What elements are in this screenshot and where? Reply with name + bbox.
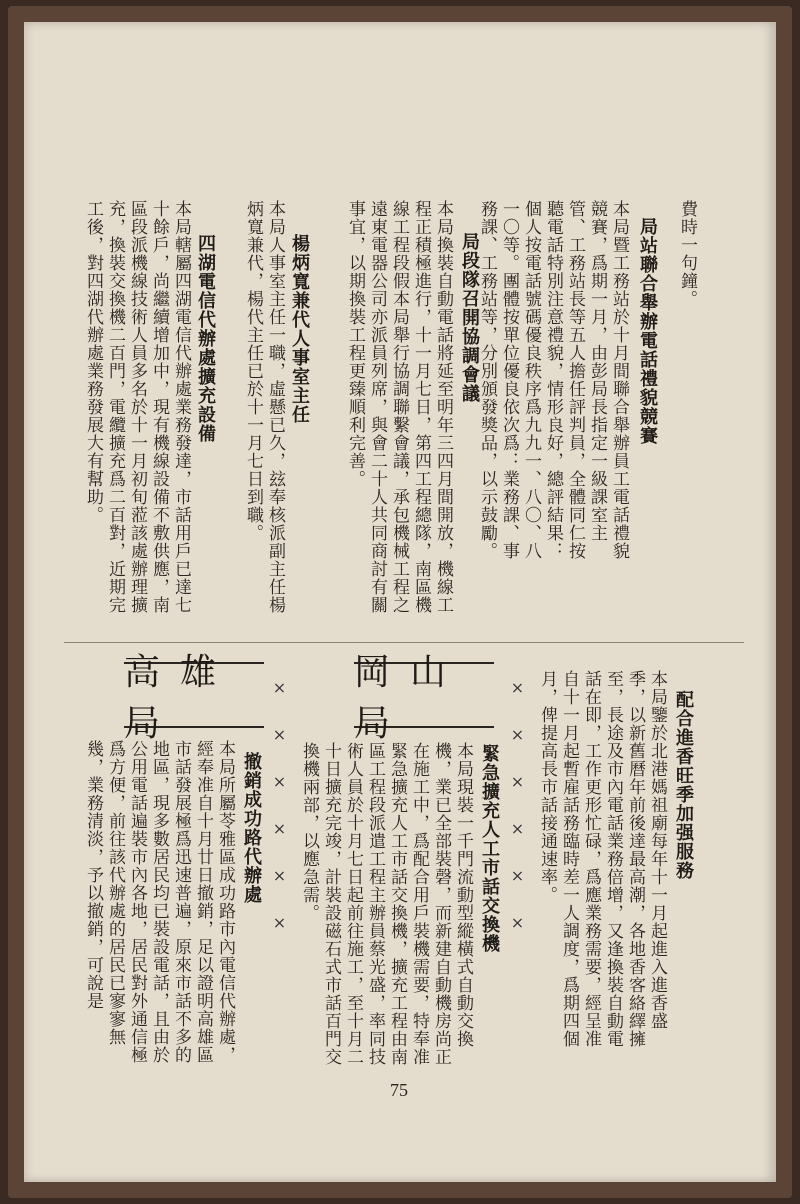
section-title-manual-exchange: 緊急擴充人工市話交換機: [479, 744, 500, 953]
continued-text: 費時一句鐘。: [677, 200, 697, 308]
section-divider: [64, 642, 744, 643]
section-body-pilgrimage-service: 本局鑒於北港媽祖廟每年十一月起進入進香盛季，以新舊曆年前後達最高潮，各地香客絡繹擁至，長途及市內電話業務倍增，又逢換裝自動電話在即，工作更形忙碌，爲應業務需要，經呈准自十一月起暫雇話務臨時差一人調度，爲期四個月，俾提高長市話接通速率。: [537, 670, 667, 1048]
section-title-pilgrimage-service: 配合進香旺季加强服務: [673, 690, 694, 880]
section-title-politeness-contest: 局站聯合舉辦電話禮貌競賽: [637, 217, 658, 445]
section-body-personnel: 本局人事室主任一職，虛懸已久，玆奉核派副主任楊炳寬兼代，楊代主任已於十一月七日到職。: [243, 200, 285, 614]
page-number: 75: [390, 1080, 408, 1100]
section-title-chenggong-office: 撤銷成功路代辦處: [241, 752, 262, 904]
section-title-personnel: 楊炳寬兼代人事室主任: [289, 234, 310, 424]
separator-x-marks: ××××××: [508, 678, 527, 960]
section-body-sihu-office: 本局轄屬四湖電信代辦處業務發達，市話用戶已達七十餘戶，尚繼續增加中，現有機線設備不敷供應，南區段派機線技術人員多名於十一月初旬蒞該處辦理擴充，換裝交換機二百門，電纜擴充爲二百對，近期完工後，對四湖代辦處業務發展大有幫助。: [83, 200, 191, 614]
gangshan-office-banner: 岡山局: [354, 662, 494, 728]
separator-x-marks-2: ××××××: [270, 678, 289, 960]
section-body-manual-exchange: 本局現裝一千門流動型縱橫式自動交換機，業已全部裝磬，而新建自動機房尚正在施工中，爲配合用戶裝機需要，特奉准緊急擴充人工市話交換機，擴充工程由南區工程段派遣工程主辦員蔡光盛，率同技術人員於十月七日起前往施工，至十月二十日擴充完竣，計裝設磁石式市話百門交換機兩部，以應急需。: [299, 742, 473, 1066]
gaoxiong-office-banner: 高雄局: [124, 662, 264, 728]
section-body-chenggong-office: 本局所屬苓雅區成功路市內電信代辦處，經奉准自十月廿日撤銷，足以證明高雄區市話發展極爲迅速普遍，原來市話不多的地區，現多數居民均已裝設電話，且由於公用電話遍裝市內各地，居民對外通信極爲方便，前往該代辦處的居民已寥寥無幾，業務清淡，予以撤銷，可說是: [83, 740, 235, 1064]
section-title-coordination-meeting: 局段隊召開協調會議: [459, 232, 480, 403]
section-body-politeness-contest: 本局暨工務站於十月間聯合舉辦員工電話禮貌競賽，爲期一月，由彭局長指定一級課室主管、工務站長等五人擔任評判員，全體同仁按聽電話特別注意禮貌，情形良好，總評結果：個人按電話號碼優良秩序爲九九一、八〇、八一〇等。團體按單位優良依次爲：業務課、事務課、工務站等，分別頒發獎品，以示鼓勵。: [477, 200, 629, 560]
page: [24, 22, 776, 1182]
section-title-sihu-office: 四湖電信代辦處擴充設備: [195, 234, 216, 443]
section-body-coordination-meeting: 本局換裝自動電話將延至明年三四月間開放，機線工程正積極進行，十一月七日，第四工程總隊，南區機線工程段假本局舉行協調聯繫會議，承包機械工程之遠東電器公司亦派員列席，與會二十人共同商討有關事宜，以期換裝工程更臻順利完善。: [345, 200, 453, 614]
